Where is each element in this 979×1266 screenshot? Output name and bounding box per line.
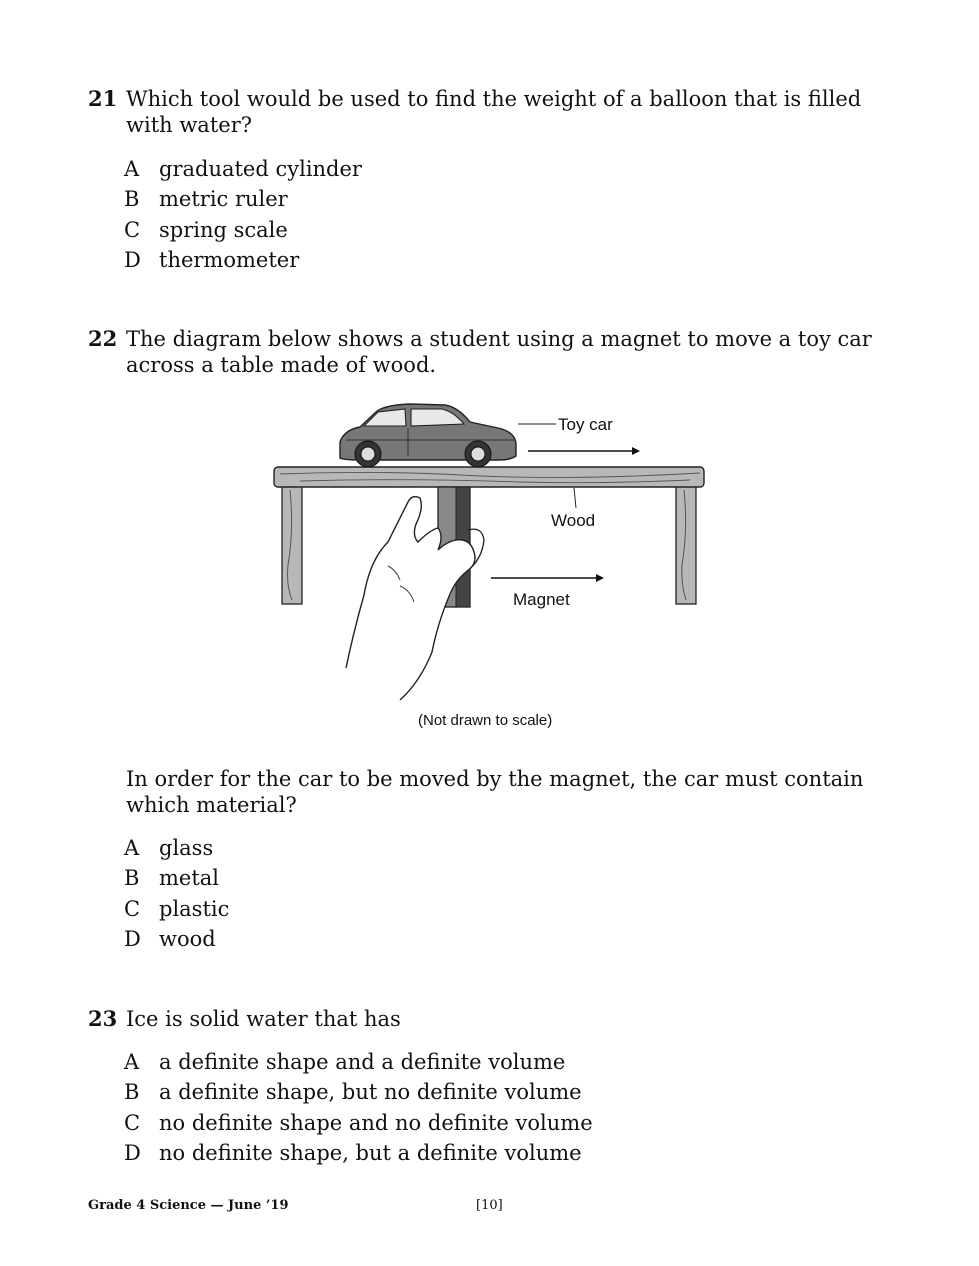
question-23: [88, 1006, 908, 1032]
diagram-svg: [260, 390, 730, 735]
question-stem: The diagram below shows a student using a magnet to move a toy car across a table made of wood.: [126, 327, 872, 377]
option-letter: A: [124, 157, 140, 181]
option-letter: D: [124, 926, 141, 951]
answer-option[interactable]: [124, 863, 229, 893]
answer-option[interactable]: [124, 1108, 593, 1138]
option-text: a definite shape, but no definite volume: [159, 1080, 582, 1105]
answer-option[interactable]: [124, 1047, 593, 1077]
toy-car-label: Toy car: [558, 415, 613, 434]
option-letter: B: [124, 187, 140, 212]
option-text: no definite shape, but a definite volume: [159, 1140, 582, 1165]
footer-title: Grade 4 Science — June ’19: [88, 1198, 289, 1213]
question-21: [88, 86, 908, 138]
option-text: graduated cylinder: [159, 157, 362, 181]
wood-leader-line: [574, 488, 576, 508]
option-text: metal: [159, 866, 220, 891]
option-text: plastic: [159, 896, 230, 921]
option-text: wood: [159, 926, 216, 951]
answer-options-22: [124, 833, 229, 954]
table-leg-right: [676, 486, 696, 604]
option-letter: B: [124, 1080, 140, 1105]
option-letter: A: [124, 836, 140, 860]
option-text: spring scale: [159, 217, 288, 242]
question-number: 21: [88, 86, 118, 111]
question-number: 22: [88, 326, 118, 351]
answer-option[interactable]: [124, 1077, 593, 1107]
question-22: [88, 326, 908, 378]
option-text: glass: [159, 836, 214, 860]
answer-option[interactable]: [124, 1138, 593, 1168]
question-22-stem2: In order for the car to be moved by the magnet, the car must contain which material?: [126, 767, 864, 817]
answer-options-21: [124, 154, 362, 275]
toy-car: [340, 404, 516, 467]
answer-option[interactable]: [124, 924, 229, 954]
option-letter: C: [124, 896, 141, 921]
question-number: 23: [88, 1006, 118, 1031]
page-number: [10]: [476, 1198, 503, 1213]
answer-option[interactable]: [124, 894, 229, 924]
magnet-car-diagram: [260, 390, 730, 735]
answer-option[interactable]: [124, 154, 362, 184]
option-text: a definite shape and a definite volume: [159, 1050, 566, 1074]
answer-option[interactable]: [124, 184, 362, 214]
option-letter: A: [124, 1050, 140, 1074]
option-letter: D: [124, 247, 141, 272]
table-leg-left: [282, 486, 302, 604]
question-stem: Which tool would be used to find the weight of a balloon that is filled with water?: [126, 87, 862, 137]
option-letter: D: [124, 1140, 141, 1165]
answer-option[interactable]: [124, 245, 362, 275]
answer-options-23: [124, 1047, 593, 1168]
option-text: metric ruler: [159, 187, 288, 212]
magnet-motion-arrow: [491, 574, 604, 582]
question-stem: Ice is solid water that has: [126, 1007, 401, 1031]
answer-option[interactable]: [124, 215, 362, 245]
wood-table-top: [274, 467, 704, 487]
option-letter: C: [124, 217, 141, 242]
wood-label: Wood: [551, 511, 596, 530]
not-to-scale-caption: (Not drawn to scale): [418, 712, 553, 729]
answer-option[interactable]: [124, 833, 229, 863]
magnet-label: Magnet: [513, 590, 570, 609]
car-motion-arrow: [528, 447, 640, 455]
option-letter: C: [124, 1110, 141, 1135]
option-text: thermometer: [159, 247, 300, 272]
option-letter: B: [124, 866, 140, 891]
option-text: no definite shape and no definite volume: [159, 1110, 593, 1135]
